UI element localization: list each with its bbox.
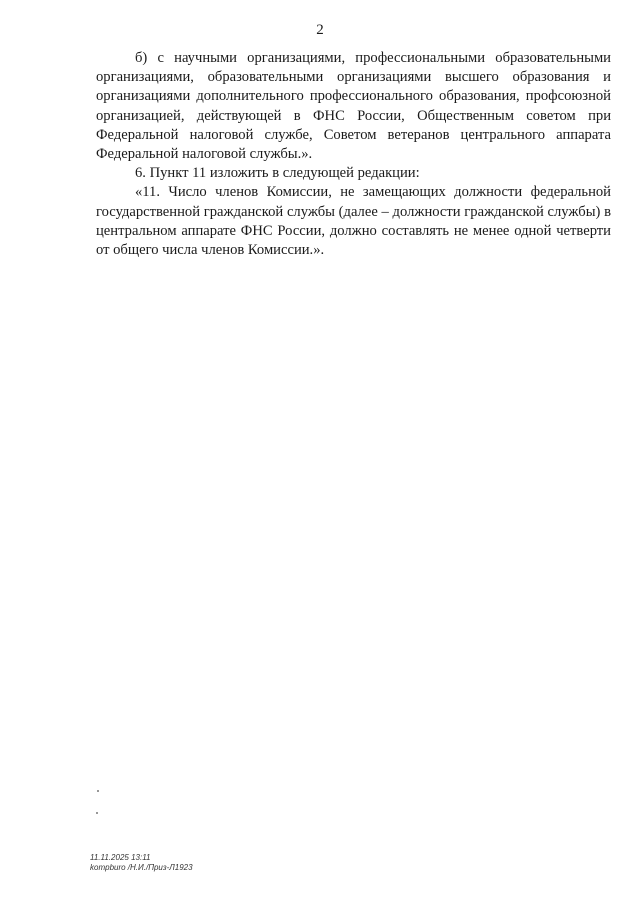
margin-mark	[96, 812, 98, 814]
footer-reference: kompburo /Н.И./Приз-Л1923	[90, 863, 193, 872]
paragraph-b: б) с научными организациями, профессиональными образовательными организациями, образовательными организациями высшего образования и организациями дополнительного профессионального образования, профсоюзной организацией, действующей в ФНС России, Общественным советом при Федеральной налоговой службе, Советом ветеранов центрального аппарата Федеральной налоговой службы.».	[96, 50, 611, 163]
footer-timestamp: 11.11.2025 13:11	[90, 853, 151, 862]
paragraph-item-11: «11. Число членов Комиссии, не замещающих должности федеральной государственной гражданской службы (далее – должности гражданской службы) в центральном аппарате ФНС России, должно составлять не менее одной четверти от общего числа членов Комиссии.».	[96, 184, 611, 259]
document-body	[96, 49, 611, 260]
margin-mark	[97, 790, 99, 792]
paragraph-item-6: 6. Пункт 11 изложить в следующей редакции:	[135, 165, 420, 182]
document-footer	[90, 853, 193, 873]
page-number: 2	[316, 22, 324, 38]
